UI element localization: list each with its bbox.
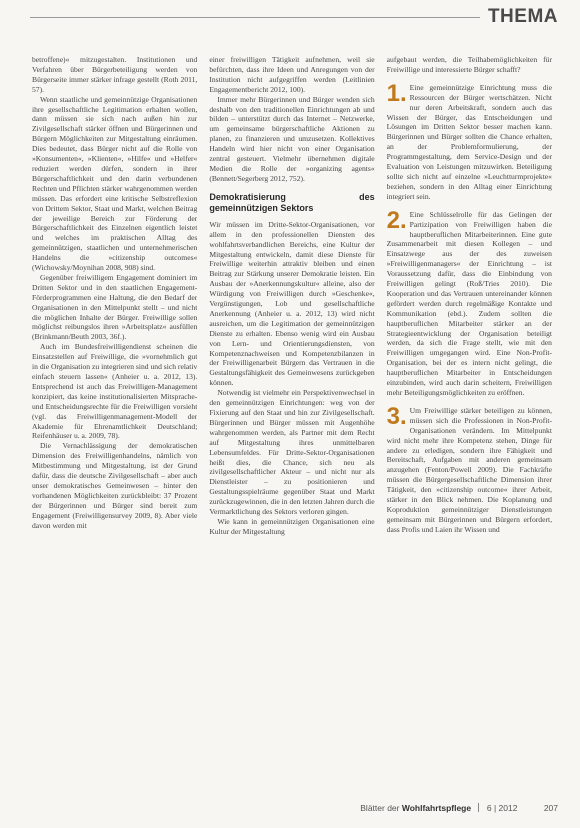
header-rule bbox=[30, 17, 480, 18]
column-3 bbox=[387, 55, 552, 783]
point-number: 3. bbox=[386, 402, 407, 430]
point-text: Eine gemeinnützige Einrichtung muss die Ressourcen der Bürger wertschätzen. Nicht nur deren Arbeitskraft, sondern auch das Wissen der Bürger, das Entscheidungen und Lösungen im Dritten Sektor besser machen kann. Bürgerinnen und Bürger sollten die Chance erhalten, an der Problemformulierung, der Programmgestaltung, dem Service-Design und der Evaluation von Leistungen mitzuwirken. Beteiligung sollte sich nicht auf einzelne »Leuchtturmprojekte« beziehen, sondern in den Alltag einer Einrichtung integriert sein. bbox=[386, 82, 552, 201]
column-2 bbox=[209, 55, 374, 783]
page-footer bbox=[360, 803, 558, 813]
paragraph: Gegenüber freiwilligem Engagement dominiert im Dritten Sektor und in den staatlichen Engagement-Förderprogrammen eine Haltung, die den Bedarf der Organisationen in den Mittelpunkt stellt – und nicht die möglichen Inhalte der Bürger. Freiwillige sollen möglichst reibungslos ihren »Arbeitsplatz« ausfüllen (Brinkmann/Beuth 2003, 36f.). bbox=[32, 272, 198, 342]
page-header bbox=[0, 0, 580, 30]
paragraph: Auch im Bundesfreiwilligendienst scheinen die Einsatzstellen auf Freiwillige, die »vornehmlich gut in die Organisation zu integrieren sind und sich relativ einfach steuern lassen« (Anheier u. a. 2012, 13). Entsprechend ist auch das Freiwilligen-Management konzipiert, das keine institutionalisierten Mitsprache- und Entscheidungsrechte für die Freiwilligen vorsieht (vgl. das Freiwilligenmanagement-Modell der Akademie für Ehrenamtlichkeit Deutschland; Reifenhäuser u. a. 2009, 78). bbox=[32, 342, 198, 441]
issue-number: 6 | 2012 bbox=[486, 803, 518, 813]
numbered-point bbox=[386, 402, 552, 535]
journal-name: Wohlfahrtspflege bbox=[401, 803, 472, 813]
page-number: 207 bbox=[543, 803, 558, 813]
paragraph: Wir müssen im Dritte-Sektor-Organisationen, vor allem in den professionellen Diensten des wohlfahrtsverbandlichen Bereichs, eine Kultur der Mitgestaltung entwickeln, damit diese Dienste für Freiwillige weiterhin attraktiv bleiben und einen Beitrag zur Stärkung unserer Demokratie leisten. Ein Ausbau der »Anerkennungskultur« alleine, also der Würdigung von Freiwilligen durch »Geschenke«, Vergünstigungen, Lob und gesellschaftliche Anerkennung (Anheier u. a. 2012, 13) wird nicht ausreichen, um die Legitimation der gemeinnützigen Dienste zu erhalten. Ebenso wenig wird ein Ausbau von Lern- und Orientierungsdiensten, von Kompetenznachweisen und Kompetenzbilanzen in der Freiwilligenarbeit Bürgern das Vertrauen in die Gestaltungsfähigkeit des Gemeinwesens zurückgeben können. bbox=[209, 219, 375, 388]
paragraph: Wie kann in gemeinnützigen Organisationen eine Kultur der Mitgestaltung bbox=[209, 516, 375, 536]
point-text: Um Freiwillige stärker beteiligen zu können, müssen sich die Professionen in Non-Profit-Organisationen verändern. Im Mittelpunkt wird nicht mehr ihre Kompetenz stehen, Dinge für andere zu erledigen, sondern ihre Fähigkeit und Bereitschaft, Aufgaben mit anderen gemeinsam anzugehen (Fenton/Powell 2009). Die Fachkräfte müssen die Bürgergesellschaftliche Dimension ihrer Tätigkeit, den »citizenship outcome« ihrer Arbeit, stärker in den Blick nehmen. Die Koplanung und Koproduktion gemeinnütziger Dienstleistungen gemeinsam mit Bürgerinnen und Bürgern erfordert, dass Profis und Laien ihr Wissen und bbox=[386, 405, 552, 534]
paragraph: einer freiwilligen Tätigkeit aufnehmen, weil sie befürchten, dass ihre Ideen und Anregungen von der Institution nicht aufgegriffen werden (Leitlinien Engagementbericht 2012, 100). bbox=[209, 55, 375, 94]
paragraph: Notwendig ist vielmehr ein Perspektivenwechsel in den gemeinnützigen Einrichtungen: weg von der Fixierung auf den Staat und hin zur Zivilgesellschaft. Bürgerinnen und Bürger müssen mit Augenhöhe wahrgenommen werden, als Partner mit dem Recht auf Mitgestaltung ihres unmittelbaren Lebensumfeldes. Für Dritte-Sektor-Organisationen heißt dies, die Chance, sich neu als zivilgesellschaftlicher Akteur – und nicht nur als Dienstleister – zu positionieren und Gestaltungsspielräume gegenüber Staat und Markt zurückzugewinnen, die in den letzten Jahren durch die Vermarktlichung des Sektors verloren gingen. bbox=[209, 388, 375, 517]
point-number: 1. bbox=[386, 79, 407, 107]
point-text: Eine Schlüsselrolle für das Gelingen der Partizipation von Freiwilligen haben die hauptberuflichen Mitarbeiterinnen. Eine gute Zusammenarbeit mit diesen Kollegen – und Einsatzwege aus der des zuweisen »Freiwilligenmanagers« der Einrichtung – ist Voraussetzung dafür, dass die Einbindung von Freiwilligen gelingt (Roß/Tries 2010). Die Kooperation und das Vertrauen untereinander können gefördert werden durch regelmäßige Kontakte und Kommunikation (ebd.). Zudem sollten die hauptberuflichen Mitarbeiter stärker an der Strategieentwicklung der Organisation beteiligt werden, da sich die Frage stellt, wie mit den Freiwilligen umgegangen wird. Eine Non-Profit-Organisation, bei der es intern nicht gelingt, die hauptberuflichen Mitarbeiter in Entscheidungen einzubinden, wird auch darin scheitern, Freiwilligen mehr Beteiligungsmöglichkeiten zu eröffnen. bbox=[386, 209, 552, 397]
section-heading: Demokratisierung des gemeinnützigen Sektors bbox=[209, 191, 375, 213]
paragraph: Immer mehr Bürgerinnen und Bürger wenden sich deshalb von den traditionellen Einrichtungen ab und bilden – unterstützt durch das Internet – Netzwerke, um gemeinsame bürgerschaftliche Aktionen zu planen, zu finanzieren und umzusetzen. Kollektives Handeln wird hier nicht von einer Organisation zentral gesteuert. Vielmehr übernehmen digitale Medien die Rolle der »organizing agents« (Bennett/Segerberg 2012, 752). bbox=[209, 94, 375, 183]
numbered-point bbox=[386, 206, 552, 398]
article-body bbox=[32, 55, 552, 783]
section-title: THEMA bbox=[487, 6, 558, 27]
footer-divider bbox=[478, 803, 479, 812]
paragraph: aufgebaut werden, die Teilhabemöglichkeiten für Freiwillige und interessierte Bürger schafft? bbox=[386, 55, 552, 74]
paragraph: Die Vernachlässigung der demokratischen Dimension des Freiwilligenhandelns, nämlich von Mitbestimmung und Mitgestaltung, ist der Grund dafür, dass die deutsche Zivilgesellschaft – aber auch unser demokratisches Gemeinwesen – hinter den vorhandenen Möglichkeiten zurückbleibt: 37 Prozent der Bürgerinnen und Bürger sind bereit zum Engagement (Freiwilligensurvey 2009, 8). Aber viele davon werden mit bbox=[32, 441, 198, 530]
paragraph: Wenn staatliche und gemeinnützige Organisationen ihre gesellschaftliche Legitimation erhalten wollen, dann müssen sie sich nach außen hin zur Zivilgesellschaft stärker öffnen und Bürgerinnen und Bürgern Möglichkeiten zur Mitgestaltung einräumen. Dies bedeutet, dass Bürger nicht auf die Rolle von »Konsumenten«, »Klienten«, »Hilfe« und »Helfer« reduziert werden dürfen, sondern in ihrer Bürgerschaftlichkeit und den darin verbundenen Rechten und Pflichten stärker wahrgenommen werden müssen. Das erfordert eine kritische Selbstreflexion von Drittem Sektor, Staat und Markt, welchen Beitrag der jeweilige Bereich zur Förderung der Bürgerschaftlichkeit des Einzelnen eigentlich leistet und welches im praktischen Alltag des gemeinnützigen, staatlichen und unternehmerischen Handelns die »citizenship outcomes« (Wichowsky/Moynihan 2008, 908) sind. bbox=[32, 94, 198, 273]
paragraph: betroffene)« mitzugestalten. Institutionen und Verfahren über Bürgerbeteiligung werden von Bürgerseite immer stärker infrage gestellt (Roth 2011, 57). bbox=[32, 55, 198, 94]
point-number: 2. bbox=[386, 206, 407, 234]
numbered-point bbox=[386, 79, 552, 202]
journal-prefix: Blätter der bbox=[360, 803, 402, 813]
column-1 bbox=[32, 55, 197, 783]
